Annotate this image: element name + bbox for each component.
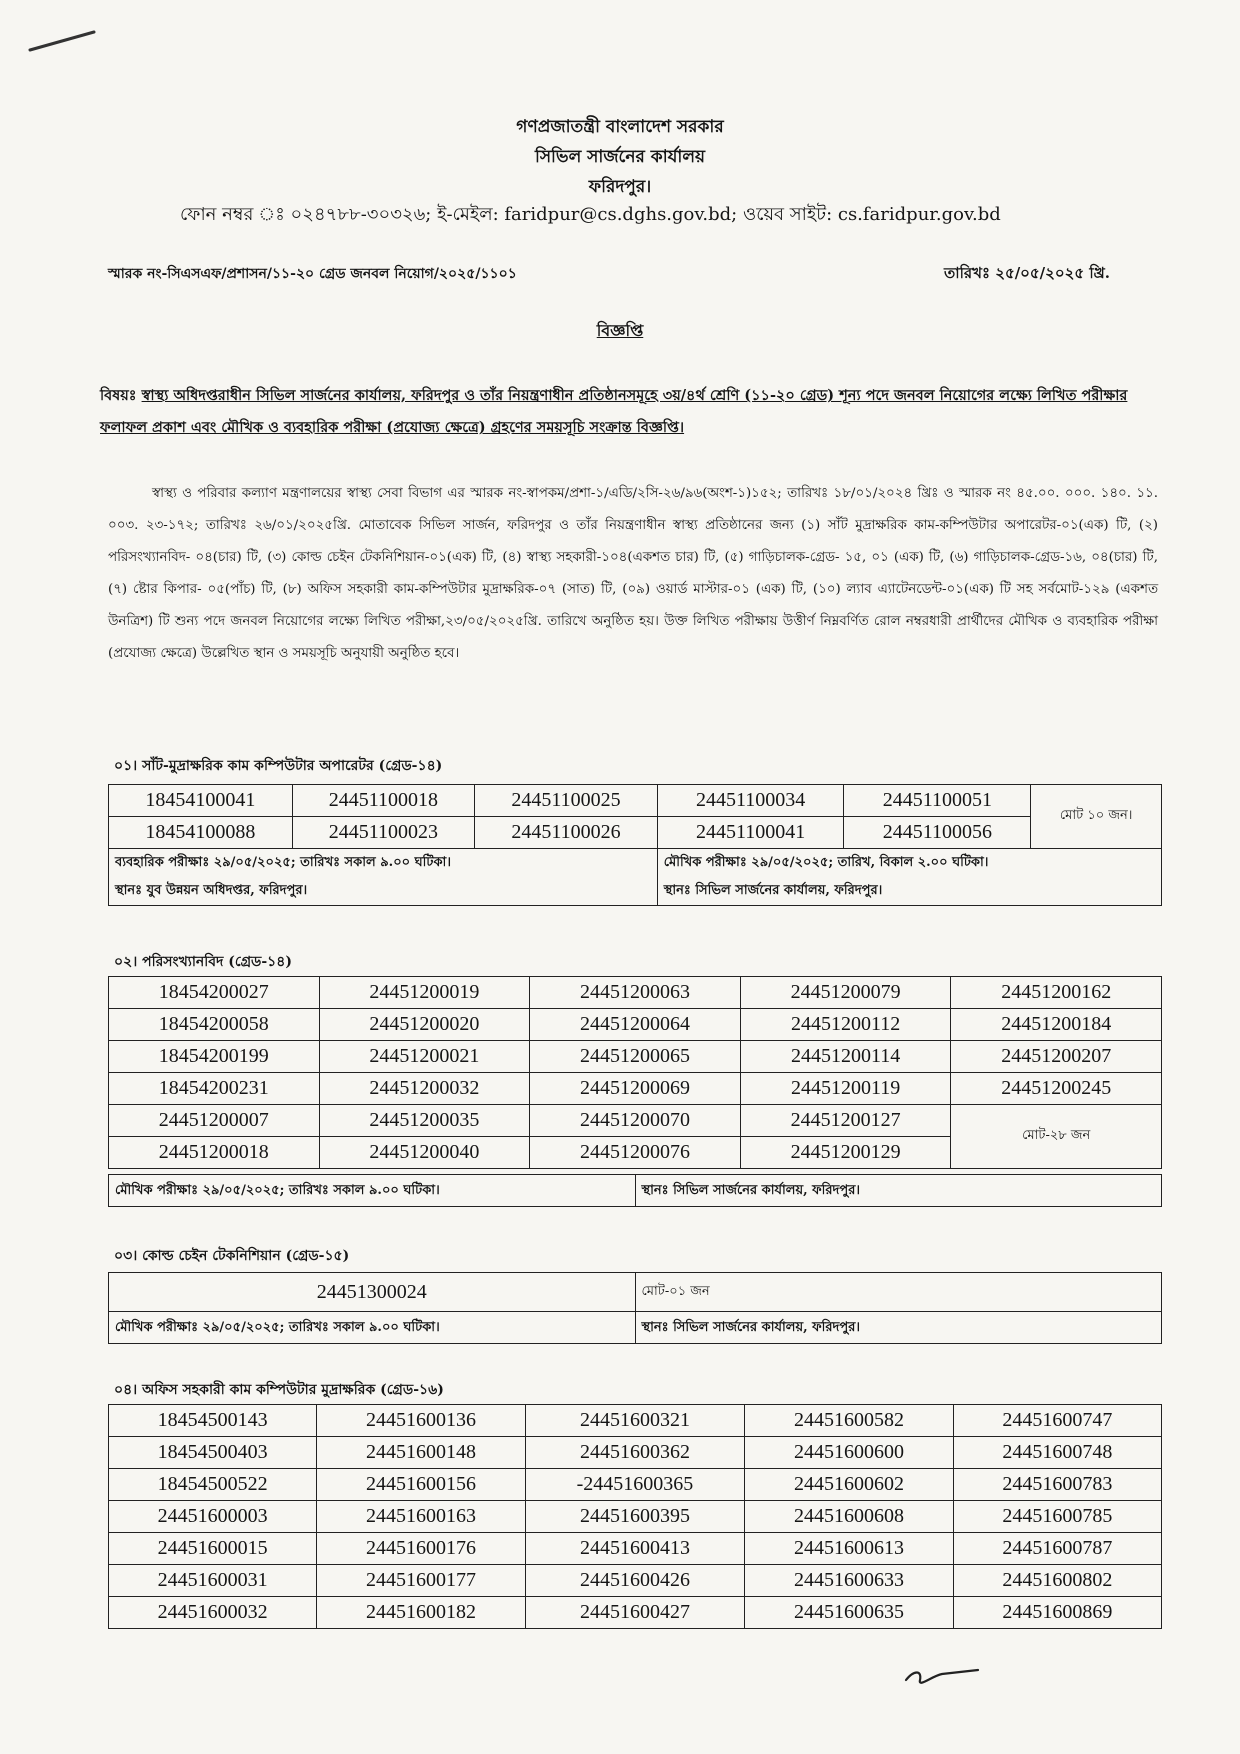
roll-cell: 24451100056 [844, 817, 1031, 849]
roll-cell: 24451200007 [109, 1105, 320, 1137]
table-row [109, 817, 1162, 849]
roll-cell: 24451600785 [953, 1501, 1161, 1533]
roll-cell: 24451200021 [319, 1041, 530, 1073]
roll-cell: 24451200162 [951, 977, 1162, 1009]
roll-cell: 24451200019 [319, 977, 530, 1009]
roll-cell: 24451600787 [953, 1533, 1161, 1565]
roll-cell: 18454500143 [109, 1405, 317, 1437]
roll-cell: 24451600362 [525, 1437, 745, 1469]
roll-cell: 24451200063 [530, 977, 741, 1009]
roll-cell: 24451100025 [475, 785, 658, 817]
roll-cell: 24451100041 [657, 817, 844, 849]
section-heading-4: ০৪। অফিস সহকারী কাম কম্পিউটার মুদ্রাক্ষরিক (গ্রেড-১৬) [114, 1382, 444, 1398]
section-heading-2: ০২। পরিসংখ্যানবিদ (গ্রেড-১৪) [114, 954, 292, 970]
roll-cell: 24451200129 [740, 1137, 951, 1169]
table-row [109, 1469, 1162, 1501]
roll-cell: 24451200069 [530, 1073, 741, 1105]
roll-cell: 18454200231 [109, 1073, 320, 1105]
roll-cell: 24451200119 [740, 1073, 951, 1105]
roll-cell: 24451300024 [109, 1273, 636, 1312]
table-row [109, 1405, 1162, 1437]
table-row [109, 1597, 1162, 1629]
roll-cell: 24451600177 [317, 1565, 525, 1597]
notice-title: বিজ্ঞপ্তি [596, 321, 644, 340]
table-row [109, 1533, 1162, 1565]
roll-cell: 24451200245 [951, 1073, 1162, 1105]
roll-table-1 [108, 784, 1162, 906]
total-count: মোট-০১ জন [635, 1273, 1162, 1312]
government-name: গণপ্রজাতন্ত্রী বাংলাদেশ সরকার [516, 117, 724, 137]
exam-info-left: ব্যবহারিক পরীক্ষাঃ ২৯/০৫/২০২৫; তারিখঃ সকাল ৯.০০ ঘটিকা। স্থানঃ যুব উন্নয়ন অধিদপ্তর, ফরিদপুর। [109, 849, 658, 906]
roll-cell: 24451600413 [525, 1533, 745, 1565]
roll-cell: -24451600365 [525, 1469, 745, 1501]
exam-info-left: মৌখিক পরীক্ষাঃ ২৯/০৫/২০২৫; তারিখঃ সকাল ৯.০০ ঘটিকা। [109, 1312, 636, 1344]
roll-cell: 24451600182 [317, 1597, 525, 1629]
roll-cell: 24451600163 [317, 1501, 525, 1533]
roll-cell: 24451200207 [951, 1041, 1162, 1073]
roll-cell: 18454500403 [109, 1437, 317, 1469]
roll-cell: 24451200018 [109, 1137, 320, 1169]
table-row [109, 1312, 1162, 1344]
roll-table-2 [108, 976, 1162, 1169]
roll-cell: 24451600148 [317, 1437, 525, 1469]
roll-cell: 24451600613 [745, 1533, 953, 1565]
roll-cell: 24451600747 [953, 1405, 1161, 1437]
table-row [109, 1437, 1162, 1469]
office-city: ফরিদপুর। [588, 177, 652, 197]
roll-cell: 18454100041 [109, 785, 293, 817]
roll-cell: 18454200058 [109, 1009, 320, 1041]
table-row [109, 1273, 1162, 1312]
roll-cell: 24451200020 [319, 1009, 530, 1041]
roll-cell: 24451600426 [525, 1565, 745, 1597]
total-count: মোট ১০ জন। [1031, 785, 1162, 849]
roll-cell: 24451200032 [319, 1073, 530, 1105]
table-row [109, 1073, 1162, 1105]
roll-cell: 24451600176 [317, 1533, 525, 1565]
roll-cell: 24451200076 [530, 1137, 741, 1169]
roll-table-4 [108, 1404, 1162, 1629]
roll-cell: 24451200065 [530, 1041, 741, 1073]
body-paragraph: স্বাস্থ্য ও পরিবার কল্যাণ মন্ত্রণালয়ের স্বাস্থ্য সেবা বিভাগ এর স্মারক নং-স্বাপকম/প্রশা-১/এডি/২সি-২৬/৯৬(অংশ-১)১৫২; তারিখঃ ১৮/০১/২০২৪ খ্রিঃ ও স্মারক নং ৪৫.০০. ০০০. ১৪০. ১১. ০০৩. ২৩-১৭২; তারিখঃ ২৬/০১/২০২৫খ্রি. মোতাবেক সিভিল সার্জন, ফরিদপুর ও তাঁর নিয়ন্ত্রণাধীন স্বাস্থ্য প্রতিষ্ঠানের জন্য (১) সাঁট মুদ্রাক্ষরিক কাম-কম্পিউটার অপারেটর-০১(এক) টি, (২) পরিসংখ্যানবিদ- ০৪(চার) টি, (৩) কোল্ড চেইন টেকনিশিয়ান-০১(এক) টি, (৪) স্বাস্থ্য সহকারী-১০৪(একশত চার) টি, (৫) গাড়িচালক-গ্রেড- ১৫, ০১ (এক) টি, (৬) গাড়িচালক-গ্রেড-১৬, ০৪(চার) টি, (৭) ষ্টোর কিপার- ০৫(পাঁচ) টি, (৮) অফিস সহকারী কাম-কম্পিউটার মুদ্রাক্ষরিক-০৭ (সাত) টি, (০৯) ওয়ার্ড মাস্টার-০১ (এক) টি, (১০) ল্যাব এ্যাটেনডেন্ট-০১(এক) টি সহ সর্বমোট-১২৯ (একশত উনত্রিশ) টি শুন্য পদে জনবল নিয়োগের লক্ষ্যে লিখিত পরীক্ষা,২৩/০৫/২০২৫খ্রি. তারিখে অনুষ্ঠিত হয়। উক্ত লিখিত পরীক্ষায় উত্তীর্ণ নিম্নবর্ণিত রোল নম্বরধারী প্রার্থীদের মৌখিক ও ব্যবহারিক পরীক্ষা (প্রযোজ্য ক্ষেত্রে) উল্লেখিত স্থান ও সময়সূচি অনুযায়ী অনুষ্ঠিত হবে। [108, 486, 1158, 661]
contact-line: ফোন নম্বর ঃ ০২৪৭৮৮-৩০৩২৬; ই-মেইল: faridpur@cs.dghs.gov.bd; ওয়েব সাইট: cs.faridpur.gov.bd [180, 204, 1001, 225]
roll-cell: 24451600321 [525, 1405, 745, 1437]
roll-cell: 18454200199 [109, 1041, 320, 1073]
roll-cell: 24451600156 [317, 1469, 525, 1501]
roll-cell: 24451100034 [657, 785, 844, 817]
table-row [109, 785, 1162, 817]
memo-reference: স্মারক নং-সিএসএফ/প্রশাসন/১১-২০ গ্রেড জনবল নিয়োগ/২০২৫/১১০১ [108, 266, 517, 282]
roll-cell: 18454500522 [109, 1469, 317, 1501]
pen-stroke-mark [28, 28, 98, 54]
roll-cell: 24451200064 [530, 1009, 741, 1041]
exam-info-right: স্থানঃ সিভিল সার্জনের কার্যালয়, ফরিদপুর। [635, 1175, 1162, 1207]
roll-cell: 24451600602 [745, 1469, 953, 1501]
roll-cell: 24451200035 [319, 1105, 530, 1137]
roll-cell: 24451600032 [109, 1597, 317, 1629]
signature-mark [902, 1662, 982, 1692]
subject-label: বিষয়ঃ [100, 387, 137, 404]
roll-cell: 24451600802 [953, 1565, 1161, 1597]
memo-date: তারিখঃ ২৫/০৫/২০২৫ খ্রি. [944, 264, 1111, 282]
roll-cell: 24451600783 [953, 1469, 1161, 1501]
roll-cell: 24451200079 [740, 977, 951, 1009]
roll-cell: 18454200027 [109, 977, 320, 1009]
section-heading-1: ০১। সাঁট-মুদ্রাক্ষরিক কাম কম্পিউটার অপারেটর (গ্রেড-১৪) [114, 758, 443, 774]
roll-cell: 24451600633 [745, 1565, 953, 1597]
roll-cell: 24451200127 [740, 1105, 951, 1137]
roll-cell: 24451600136 [317, 1405, 525, 1437]
exam-info-right: স্থানঃ সিভিল সার্জনের কার্যালয়, ফরিদপুর। [635, 1312, 1162, 1344]
roll-cell: 24451200114 [740, 1041, 951, 1073]
roll-cell: 24451100023 [292, 817, 475, 849]
office-name: সিভিল সার্জনের কার্যালয় [534, 147, 706, 167]
roll-cell: 18454100088 [109, 817, 293, 849]
table-row [109, 1105, 1162, 1137]
roll-cell: 24451600608 [745, 1501, 953, 1533]
roll-cell: 24451600600 [745, 1437, 953, 1469]
roll-cell: 24451600635 [745, 1597, 953, 1629]
subject-block [100, 380, 1160, 444]
table-row [109, 1009, 1162, 1041]
table-row [109, 1501, 1162, 1533]
roll-cell: 24451200112 [740, 1009, 951, 1041]
subject-text: স্বাস্থ্য অধিদপ্তরাধীন সিভিল সার্জনের কার্যালয়, ফরিদপুর ও তাঁর নিয়ন্ত্রণাধীন প্রতিষ্ঠানসমূহে ৩য়/৪র্থ শ্রেণি (১১-২০ গ্রেড) শূন্য পদে জনবল নিয়োগের লক্ষ্যে লিখিত পরীক্ষার ফলাফল প্রকাশ এবং মৌখিক ও ব্যবহারিক পরীক্ষা (প্রযোজ্য ক্ষেত্রে) গ্রহণের সময়সূচি সংক্রান্ত বিজ্ঞপ্তি। [100, 387, 1128, 436]
roll-cell: 24451100026 [475, 817, 658, 849]
exam-info-right: মৌখিক পরীক্ষাঃ ২৯/০৫/২০২৫; তারিখ, বিকাল ২.০০ ঘটিকা। স্থানঃ সিভিল সার্জনের কার্যালয়, ফরিদপুর। [657, 849, 1161, 906]
table-row [109, 849, 1162, 906]
roll-cell: 24451600395 [525, 1501, 745, 1533]
exam-info-left: মৌখিক পরীক্ষাঃ ২৯/০৫/২০২৫; তারিখঃ সকাল ৯.০০ ঘটিকা। [109, 1175, 636, 1207]
section-heading-3: ০৩। কোল্ড চেইন টেকনিশিয়ান (গ্রেড-১৫) [114, 1248, 350, 1264]
roll-cell: 24451100051 [844, 785, 1031, 817]
roll-table-3 [108, 1272, 1162, 1344]
roll-cell: 24451600427 [525, 1597, 745, 1629]
roll-cell: 24451200184 [951, 1009, 1162, 1041]
table-row [109, 977, 1162, 1009]
table-row [109, 1175, 1162, 1207]
roll-cell: 24451600748 [953, 1437, 1161, 1469]
table-row [109, 1041, 1162, 1073]
exam-info-table-2 [108, 1174, 1162, 1207]
letterhead [0, 112, 1240, 202]
roll-cell: 24451200070 [530, 1105, 741, 1137]
total-count: মোট-২৮ জন [951, 1105, 1162, 1169]
roll-cell: 24451200040 [319, 1137, 530, 1169]
roll-cell: 24451600869 [953, 1597, 1161, 1629]
roll-cell: 24451600582 [745, 1405, 953, 1437]
table-row [109, 1565, 1162, 1597]
roll-cell: 24451100018 [292, 785, 475, 817]
roll-cell: 24451600003 [109, 1501, 317, 1533]
roll-cell: 24451600031 [109, 1565, 317, 1597]
roll-cell: 24451600015 [109, 1533, 317, 1565]
